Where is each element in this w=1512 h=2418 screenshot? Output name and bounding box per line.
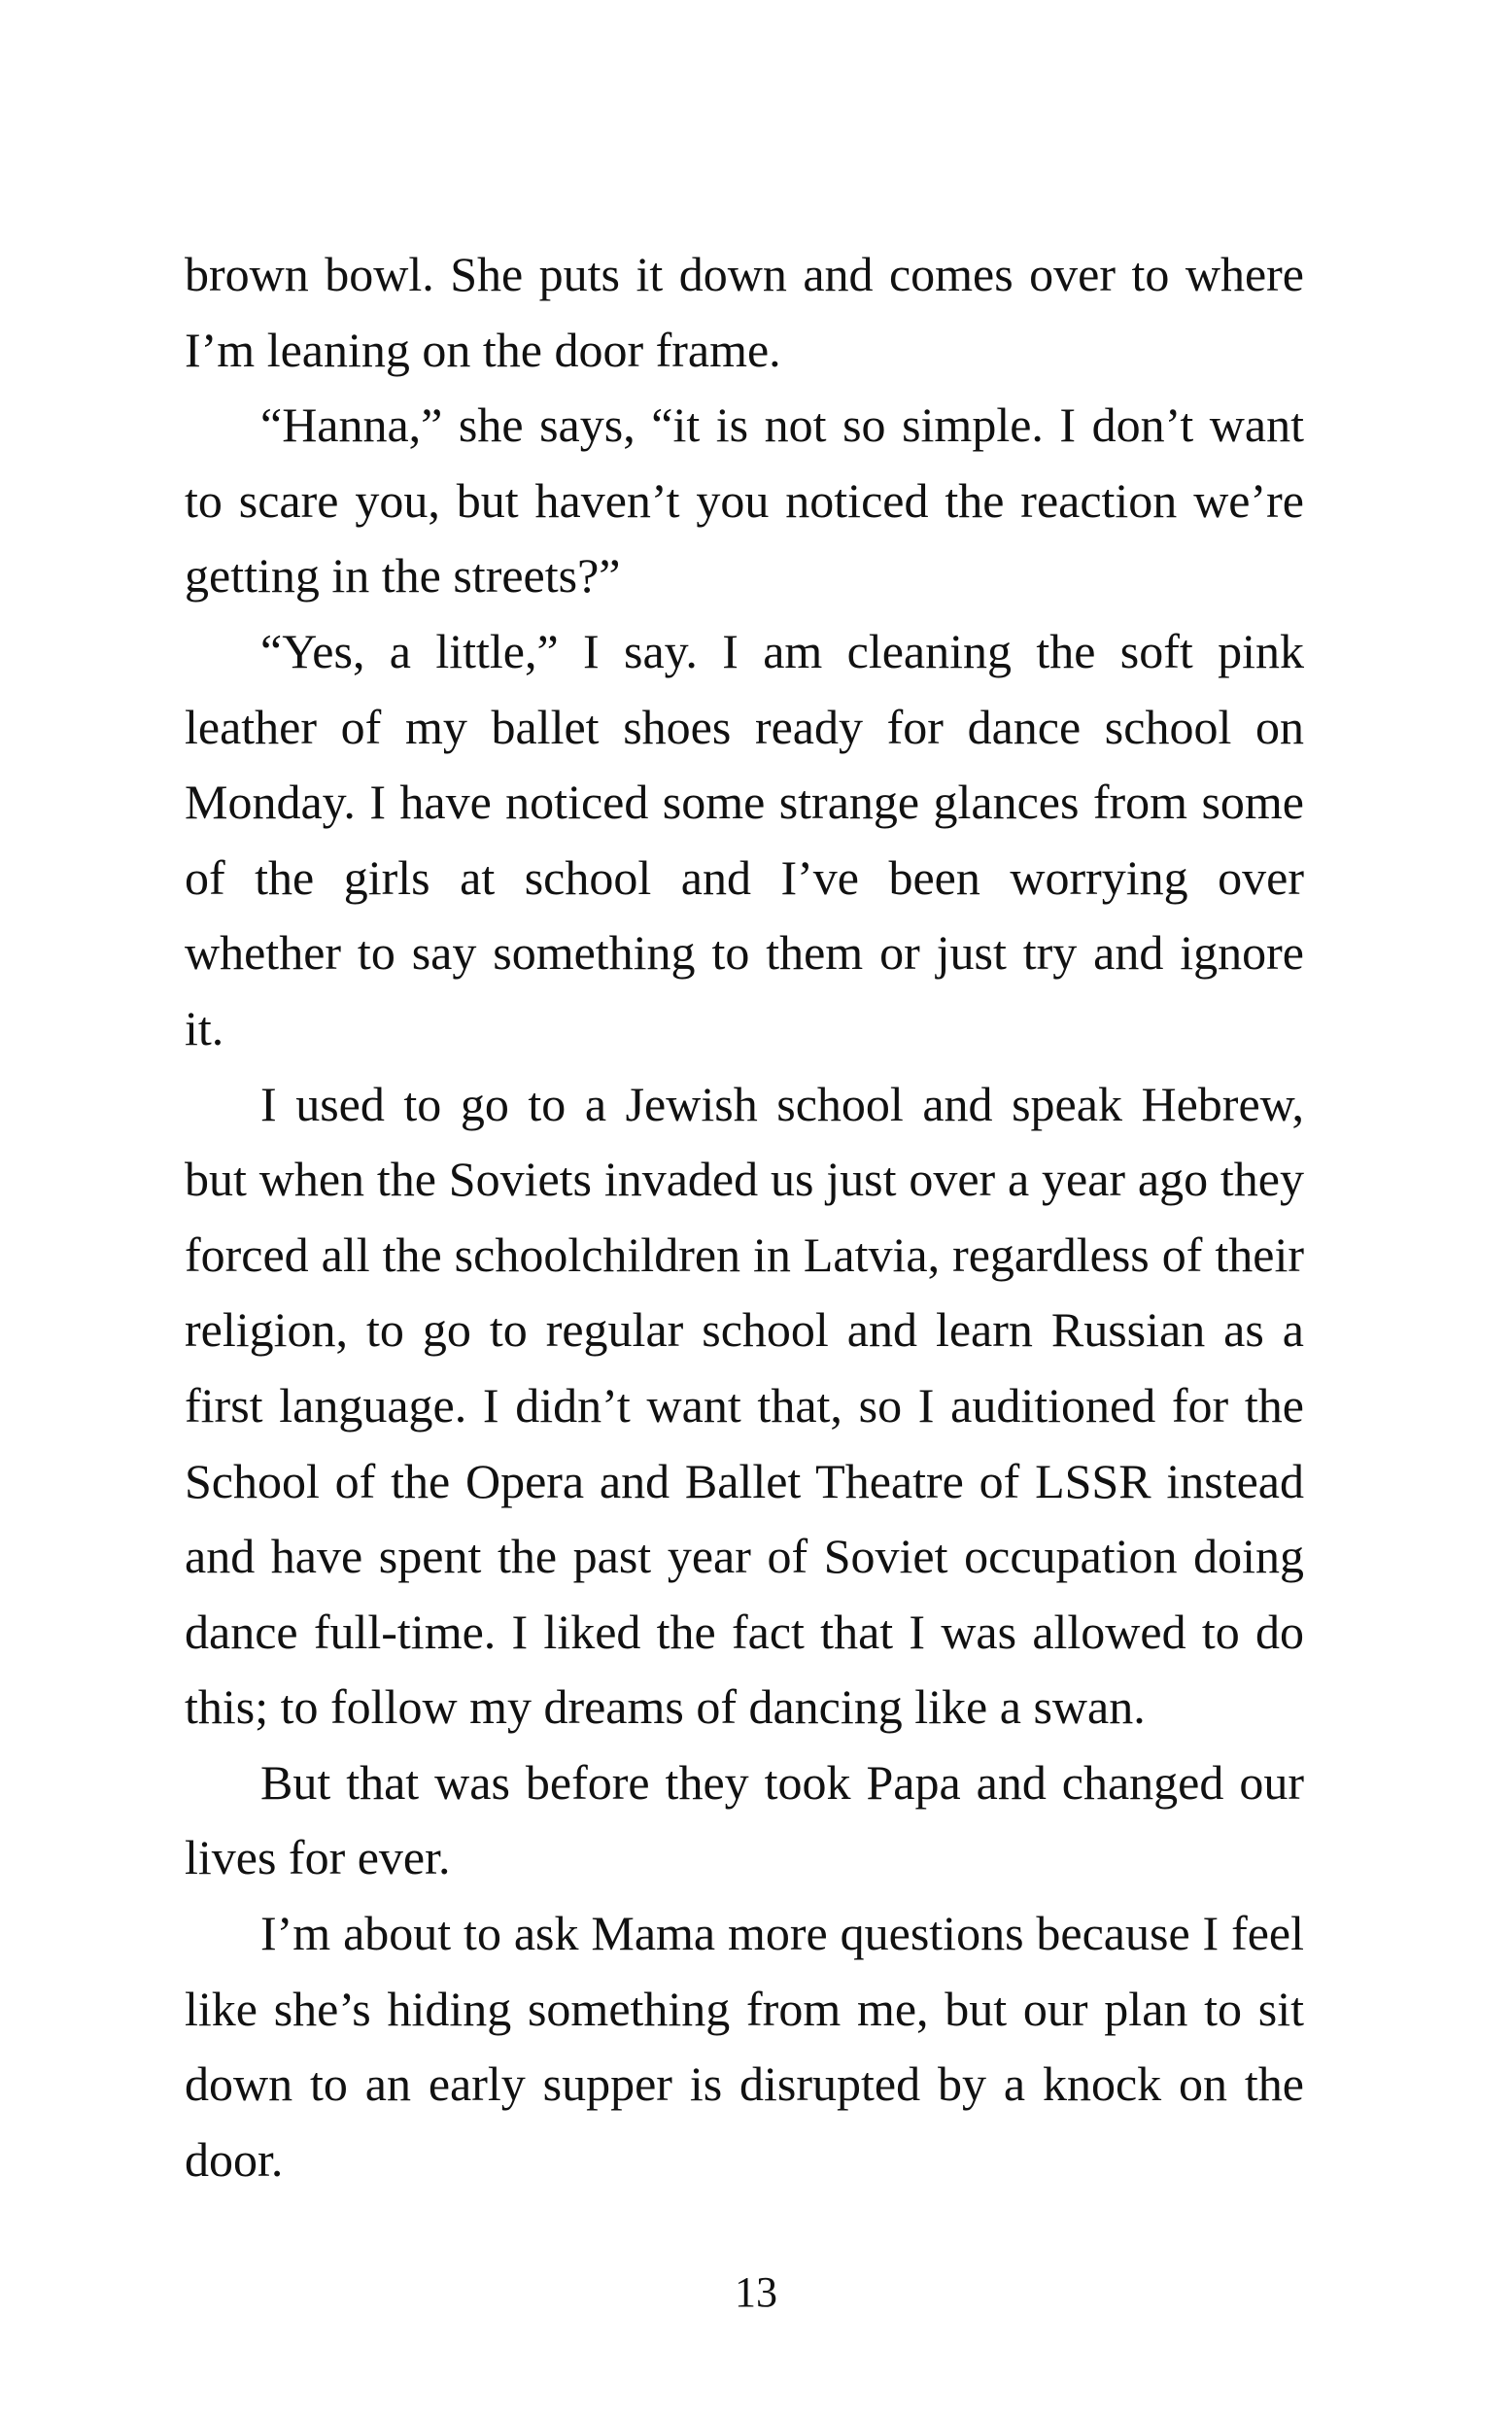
paragraph-mama-reply: “Hanna,” she says, “it is not so simple. I don’t want to scare you, but haven’t you noticed the reaction we’re getting in the streets?” [185,397,1304,604]
page-number: 13 [735,2268,777,2316]
paragraph-school-history: I used to go to a Jewish school and speak Hebrew, but when the Soviets invaded us just over a year ago they forced all the schoolchildren in Latvia, regardless of their religion, to go to regular school and learn Russian as a first language. I didn’t want that, so I auditioned for the School of the Opera and Ballet Theatre of LSSR instead and have spent the past year of Soviet occupation doing dance full-time. I liked the fact that I was allowed to do this; to follow my dreams of dancing like a swan. [185,1076,1304,1735]
paragraph-papa: But that was before they took Papa and changed our lives for ever. [185,1754,1304,1885]
paragraph-continuation: brown bowl. She puts it down and comes over to where I’m leaning on the door frame. [185,247,1304,377]
paragraph-knock: I’m about to ask Mama more questions because I feel like she’s hiding something from me, but our plan to sit down to an early supper is disrupted by a knock on the door. [185,1906,1304,2187]
paragraph-hanna-reply: “Yes, a little,” I say. I am cleaning the soft pink leather of my ballet shoes ready for dance school on Monday. I have noticed some strange glances from some of the girls at school and I’ve been worrying over whether to say something to them or just try and ignore it. [185,623,1304,1055]
body-text [185,237,1304,2197]
